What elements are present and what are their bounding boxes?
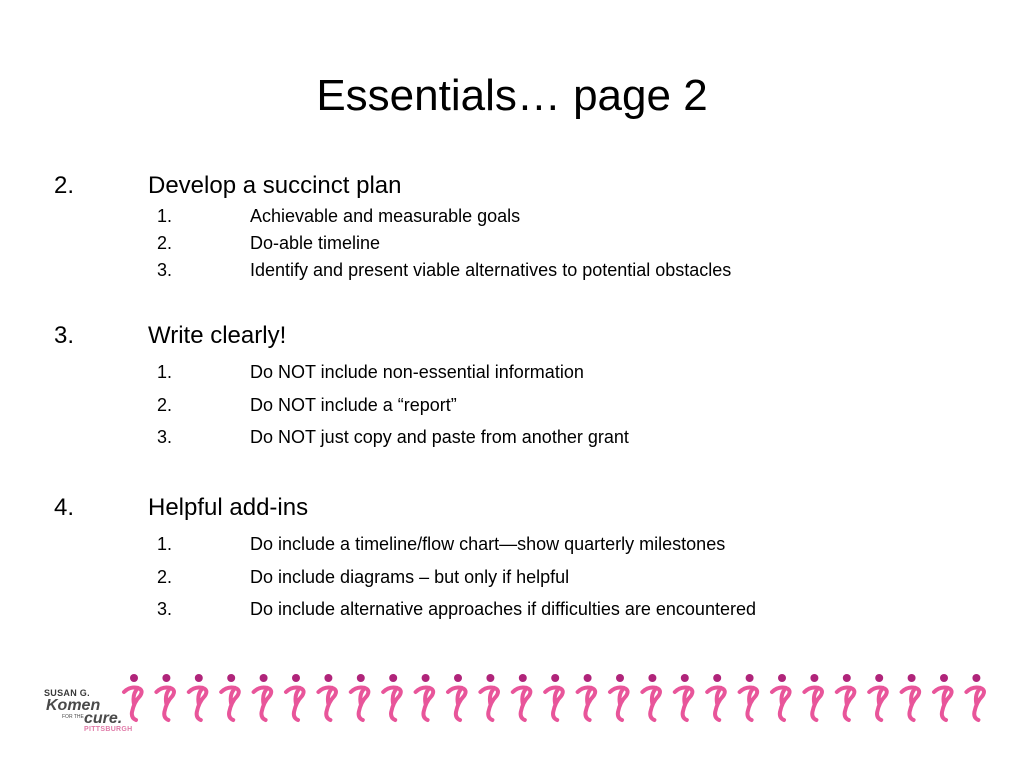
list-item: Achievable and measurable goals bbox=[250, 206, 521, 226]
pink-ribbon-icon bbox=[772, 674, 790, 720]
section-title: Develop a succinct plan bbox=[148, 172, 402, 199]
pink-ribbon-icon bbox=[902, 674, 920, 720]
list-item: Do include a timeline/flow chart—show quarterly milestones bbox=[250, 534, 726, 554]
list-item: Do-able timeline bbox=[250, 233, 381, 253]
list-item-number: 1. bbox=[157, 362, 173, 382]
section-title: Write clearly! bbox=[148, 322, 287, 349]
pink-ribbon-icon bbox=[675, 674, 693, 720]
pink-ribbon-icon bbox=[189, 674, 207, 720]
logo-text: FOR THE bbox=[62, 714, 84, 720]
section-number: 4. bbox=[54, 494, 75, 521]
pink-ribbon-icon bbox=[221, 674, 239, 720]
pink-ribbon-icon bbox=[383, 674, 401, 720]
pink-ribbon-icon bbox=[804, 674, 822, 720]
pink-ribbon-icon bbox=[578, 674, 596, 720]
list-item-number: 2. bbox=[157, 395, 173, 415]
logo-text: SUSAN G. bbox=[44, 688, 90, 698]
logo-text: cure. bbox=[84, 710, 123, 727]
logo-text: PITTSBURGH bbox=[84, 726, 133, 733]
pink-ribbon-icon bbox=[448, 674, 466, 720]
pink-ribbon-icon bbox=[610, 674, 628, 720]
pink-ribbon-icon bbox=[513, 674, 531, 720]
list-item-number: 2. bbox=[157, 567, 173, 587]
pink-ribbon-icon bbox=[934, 674, 952, 720]
section-title: Helpful add-ins bbox=[148, 494, 309, 521]
list-item: Do include alternative approaches if difficulties are encountered bbox=[250, 599, 756, 619]
section-number: 3. bbox=[54, 322, 75, 349]
pink-ribbon-icon bbox=[707, 674, 725, 720]
pink-ribbon-icon bbox=[416, 674, 434, 720]
pink-ribbon-icon bbox=[869, 674, 887, 720]
pink-ribbon-icon bbox=[966, 674, 984, 720]
list-item-number: 1. bbox=[157, 534, 173, 554]
logo-text: Komen bbox=[46, 697, 101, 714]
slide-title: Essentials… page 2 bbox=[316, 71, 708, 120]
pink-ribbon-icon bbox=[642, 674, 660, 720]
list-item: Do NOT include a “report” bbox=[250, 395, 457, 415]
list-item-number: 1. bbox=[157, 206, 173, 226]
list-item-number: 3. bbox=[157, 427, 173, 447]
list-item-number: 2. bbox=[157, 233, 173, 253]
section-number: 2. bbox=[54, 172, 75, 199]
pink-ribbon-row bbox=[108, 668, 988, 724]
pink-ribbon-icon bbox=[351, 674, 369, 720]
pink-ribbon-icon bbox=[156, 674, 174, 720]
list-item: Do include diagrams – but only if helpful bbox=[250, 567, 570, 587]
list-item-number: 3. bbox=[157, 599, 173, 619]
pink-ribbon-icon bbox=[740, 674, 758, 720]
list-item: Do NOT include non-essential information bbox=[250, 362, 584, 382]
pink-ribbon-icon bbox=[480, 674, 498, 720]
pink-ribbon-icon bbox=[124, 674, 142, 720]
pink-ribbon-icon bbox=[545, 674, 563, 720]
pink-ribbon-icon bbox=[254, 674, 272, 720]
pink-ribbon-icon bbox=[837, 674, 855, 720]
list-item: Identify and present viable alternatives to potential obstacles bbox=[250, 260, 732, 280]
pink-ribbon-icon bbox=[286, 674, 304, 720]
list-item-number: 3. bbox=[157, 260, 173, 280]
list-item: Do NOT just copy and paste from another grant bbox=[250, 427, 629, 447]
pink-ribbon-icon bbox=[318, 674, 336, 720]
footer-banner bbox=[0, 660, 1024, 740]
